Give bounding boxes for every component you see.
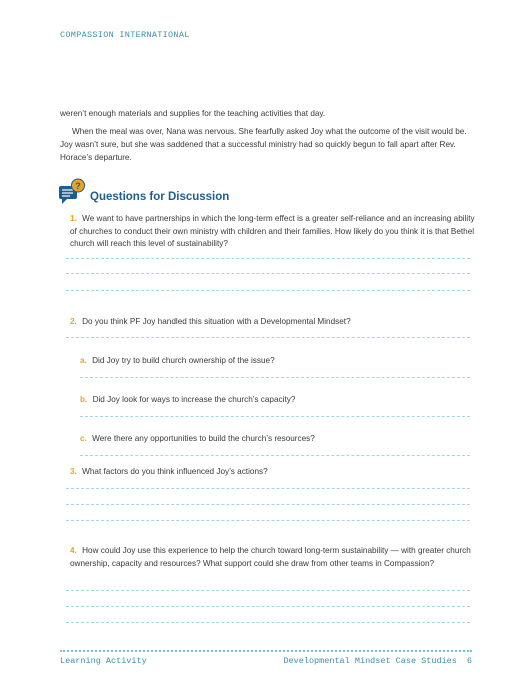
- answer-line: [66, 258, 470, 259]
- question-text: Did Joy try to build church ownership of the issue?: [92, 356, 275, 365]
- question-text: Do you think PF Joy handled this situation with a Developmental Mindset?: [82, 317, 351, 326]
- question-number: a.: [80, 356, 87, 365]
- answer-line: [66, 337, 470, 338]
- question-number: 3.: [70, 467, 77, 476]
- question-number: b.: [80, 395, 88, 404]
- question-4: [70, 545, 476, 570]
- footer-document-title: Developmental Mindset Case Studies: [283, 656, 457, 666]
- question-1: [70, 213, 476, 251]
- question-2b: [80, 394, 476, 407]
- answer-line: [80, 455, 470, 456]
- question-number: c.: [80, 434, 87, 443]
- question-number: 4.: [70, 546, 77, 555]
- answer-line: [66, 606, 470, 607]
- question-text: We want to have partnerships in which the long-term effect is a greater self-reliance and an increasing ability of churches to conduct their own ministry with children and their families. How likely do you think it is that Bethel church will reach this level of sustainability?: [70, 214, 475, 248]
- answer-line: [80, 416, 470, 417]
- question-2a: [80, 355, 476, 368]
- answer-line: [80, 377, 470, 378]
- question-text: Were there any opportunities to build the church’s resources?: [92, 434, 315, 443]
- footer-divider: [60, 650, 472, 652]
- question-2: [70, 316, 476, 329]
- story-text: [60, 107, 480, 169]
- question-2c: [80, 433, 476, 446]
- question-text: What factors do you think influenced Joy’s actions?: [82, 467, 268, 476]
- footer-label: Learning Activity: [60, 656, 147, 666]
- answer-line: [66, 520, 470, 521]
- page-header-org: COMPASSION INTERNATIONAL: [60, 30, 190, 40]
- question-text: Did Joy look for ways to increase the church’s capacity?: [92, 395, 296, 404]
- answer-line: [66, 273, 470, 274]
- question-text: How could Joy use this experience to help the church toward long-term sustainability — with greater church ownership, capacity and resources? What support could she draw from other teams in Compassion?: [70, 546, 471, 568]
- question-number: 2.: [70, 317, 77, 326]
- question-number: 1.: [70, 214, 77, 223]
- answer-line: [66, 290, 470, 291]
- section-header: [58, 178, 478, 208]
- footer-title: [283, 656, 472, 666]
- answer-line: [66, 622, 470, 623]
- svg-text:?: ?: [75, 181, 81, 191]
- story-paragraph: weren’t enough materials and supplies for the teaching activities that day.: [60, 109, 326, 118]
- answer-line: [66, 488, 470, 489]
- answer-line: [66, 590, 470, 591]
- question-3: [70, 466, 476, 479]
- section-title: Questions for Discussion: [90, 191, 230, 203]
- discussion-question-icon: [58, 178, 86, 206]
- story-paragraph: When the meal was over, Nana was nervous. She fearfully asked Joy what the outcome of the visit would be. Joy wasn’t sure, but she was saddened that a successful ministry had so quickly begun to fall apart after Rev. Horace’s departure.: [60, 127, 467, 162]
- page-number: 6: [466, 656, 472, 666]
- answer-line: [66, 504, 470, 505]
